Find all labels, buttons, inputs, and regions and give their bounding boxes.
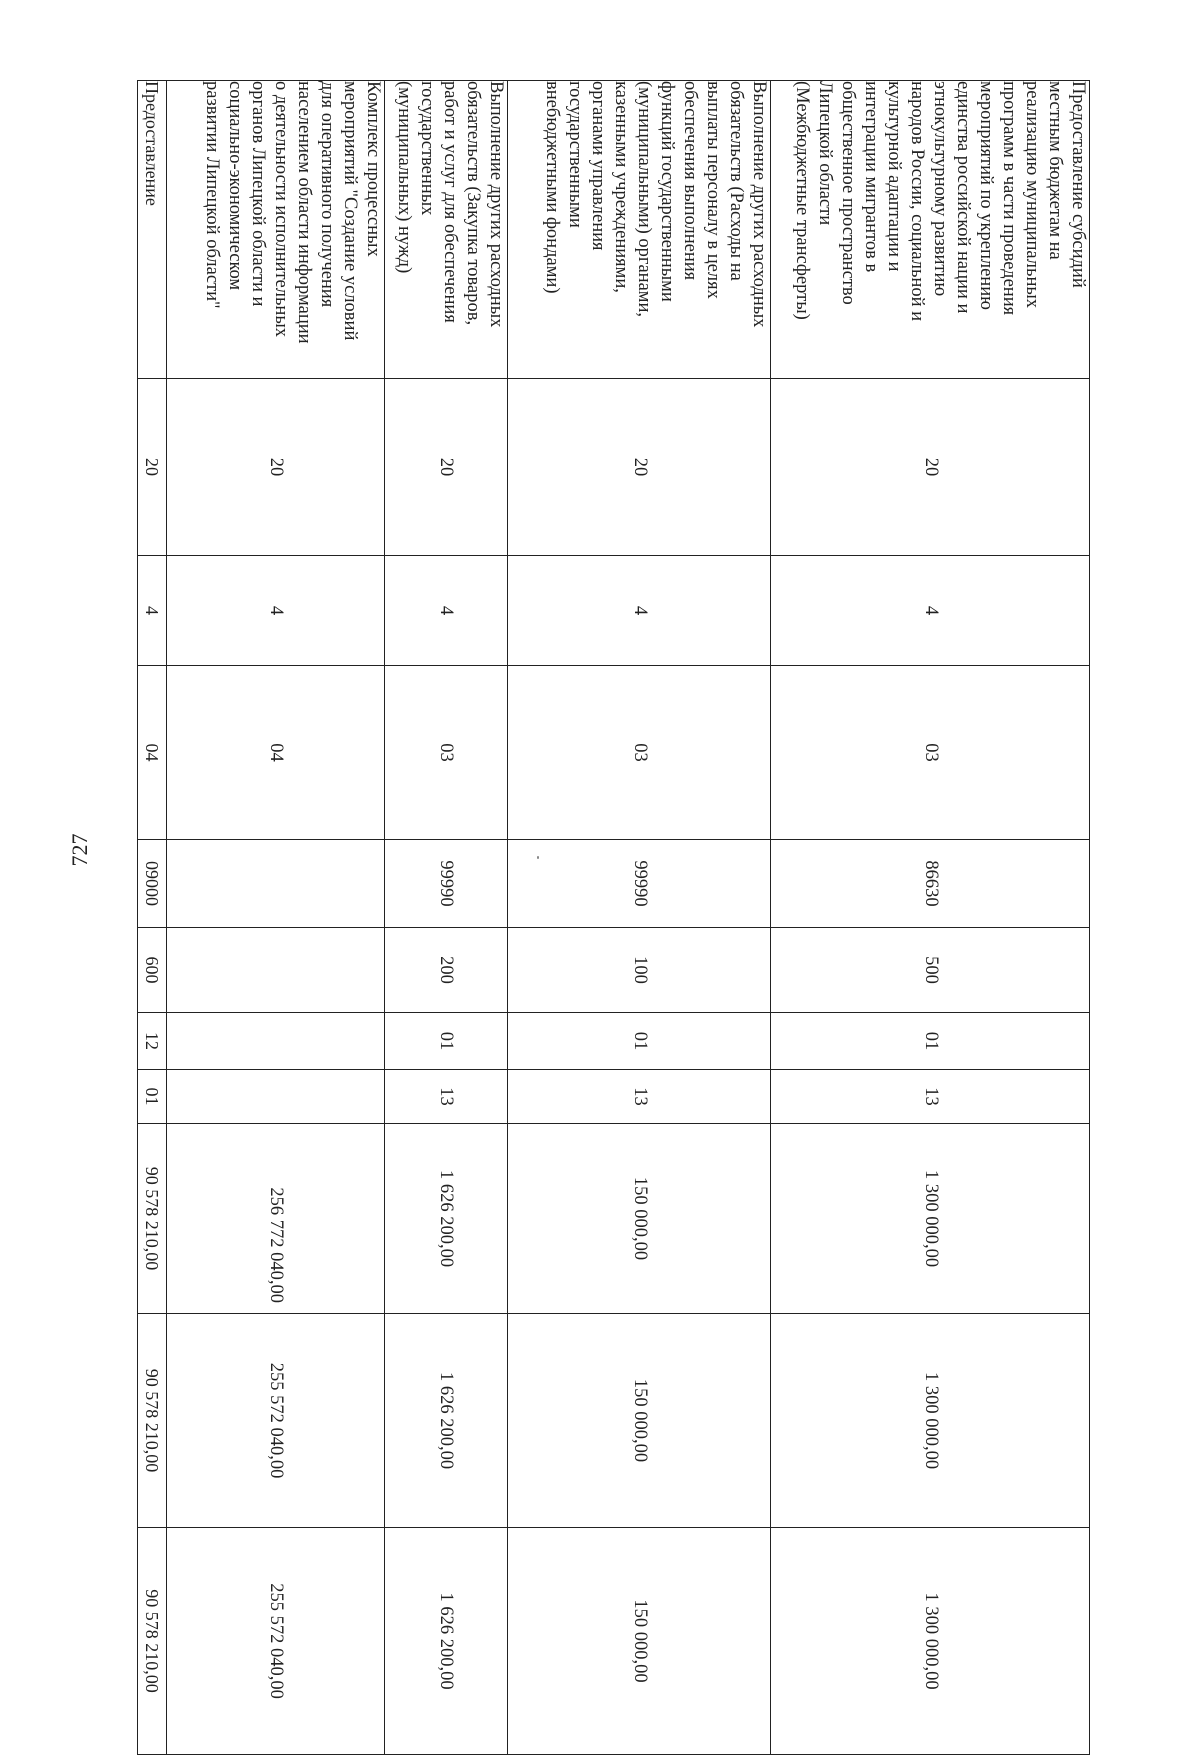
code-cell: 01	[771, 1013, 1090, 1070]
code-cell	[166, 1070, 384, 1124]
amount-cell: 90 578 210,00	[138, 1314, 167, 1528]
budget-table	[137, 80, 1090, 1755]
code-cell: 20	[166, 379, 384, 556]
table-row	[508, 81, 771, 1755]
code-cell: 200	[384, 928, 507, 1013]
code-cell: 01	[384, 1013, 507, 1070]
code-cell: 01	[138, 1070, 167, 1124]
expense-name: Предоставление субсидий местным бюджетам на реализацию муниципальных программ в части проведения мероприятий по укреплению единства российской нации и этнокультурному развитию народов России, социальной и культурной адаптации и интеграции мигрантов в общественное пространство Липецкой области (Межбюджетные трансферты)	[771, 81, 1090, 379]
expense-name: Комплекс процессных мероприятий "Создание условий для оперативного получения населением области информации о деятельности исполнительных органов Липецкой области и социально-экономическом развитии Липецкой области"	[166, 81, 384, 379]
amount-cell: 150 000,00	[508, 1528, 771, 1755]
code-cell: 100	[508, 928, 771, 1013]
code-cell: 20	[771, 379, 1090, 556]
code-cell: 09000	[138, 840, 167, 928]
code-cell: 13	[384, 1070, 507, 1124]
code-cell: 500	[771, 928, 1090, 1013]
amount-cell: 150 000,00	[508, 1124, 771, 1314]
code-cell: 99990	[508, 840, 771, 928]
amount-cell: 255 572 040,00	[166, 1528, 384, 1755]
expense-name: Выполнение других расходных обязательств (Закупка товаров, работ и услуг для обеспечения государственных (муниципальных) нужд)	[384, 81, 507, 379]
amount-cell: 1 300 000,00	[771, 1124, 1090, 1314]
code-cell: 03	[771, 666, 1090, 840]
amount-cell: 1 626 200,00	[384, 1124, 507, 1314]
code-cell	[166, 928, 384, 1013]
amount-cell: 90 578 210,00	[138, 1124, 167, 1314]
code-cell: 04	[138, 666, 167, 840]
code-cell: 20	[508, 379, 771, 556]
amount-cell: 256 772 040,00	[166, 1124, 384, 1314]
table-row	[771, 81, 1090, 1755]
expense-name: Предоставление	[138, 81, 167, 379]
table-row	[166, 81, 384, 1755]
code-cell: 4	[138, 556, 167, 666]
code-cell: 99990	[384, 840, 507, 928]
code-cell: 4	[508, 556, 771, 666]
amount-cell: 255 572 040,00	[166, 1314, 384, 1528]
table-row	[384, 81, 507, 1755]
code-cell: 04	[166, 666, 384, 840]
code-cell: 03	[384, 666, 507, 840]
amount-cell: 1 626 200,00	[384, 1314, 507, 1528]
code-cell	[166, 1013, 384, 1070]
code-cell: 4	[771, 556, 1090, 666]
code-cell	[166, 840, 384, 928]
rotated-table-wrapper	[137, 80, 1090, 1699]
code-cell: 03	[508, 666, 771, 840]
page-number: 727	[67, 833, 92, 867]
code-cell: 01	[508, 1013, 771, 1070]
amount-cell: 1 300 000,00	[771, 1314, 1090, 1528]
amount-cell: 1 300 000,00	[771, 1528, 1090, 1755]
code-cell: 12	[138, 1013, 167, 1070]
amount-cell: 90 578 210,00	[138, 1528, 167, 1755]
code-cell: 20	[384, 379, 507, 556]
code-cell: 13	[508, 1070, 771, 1124]
table-row	[138, 81, 167, 1755]
amount-cell: 150 000,00	[508, 1314, 771, 1528]
code-cell: 13	[771, 1070, 1090, 1124]
code-cell: 4	[166, 556, 384, 666]
expense-name: Выполнение других расходных обязательств (Расходы на выплаты персоналу в целях обеспечения выполнения функций государственными (муниципальными) органами, казенными учреждениями, органами управления государственными внебюджетными фондами)	[508, 81, 771, 379]
code-cell: 86630	[771, 840, 1090, 928]
code-cell: 20	[138, 379, 167, 556]
amount-cell: 1 626 200,00	[384, 1528, 507, 1755]
code-cell: 4	[384, 556, 507, 666]
code-cell: 600	[138, 928, 167, 1013]
